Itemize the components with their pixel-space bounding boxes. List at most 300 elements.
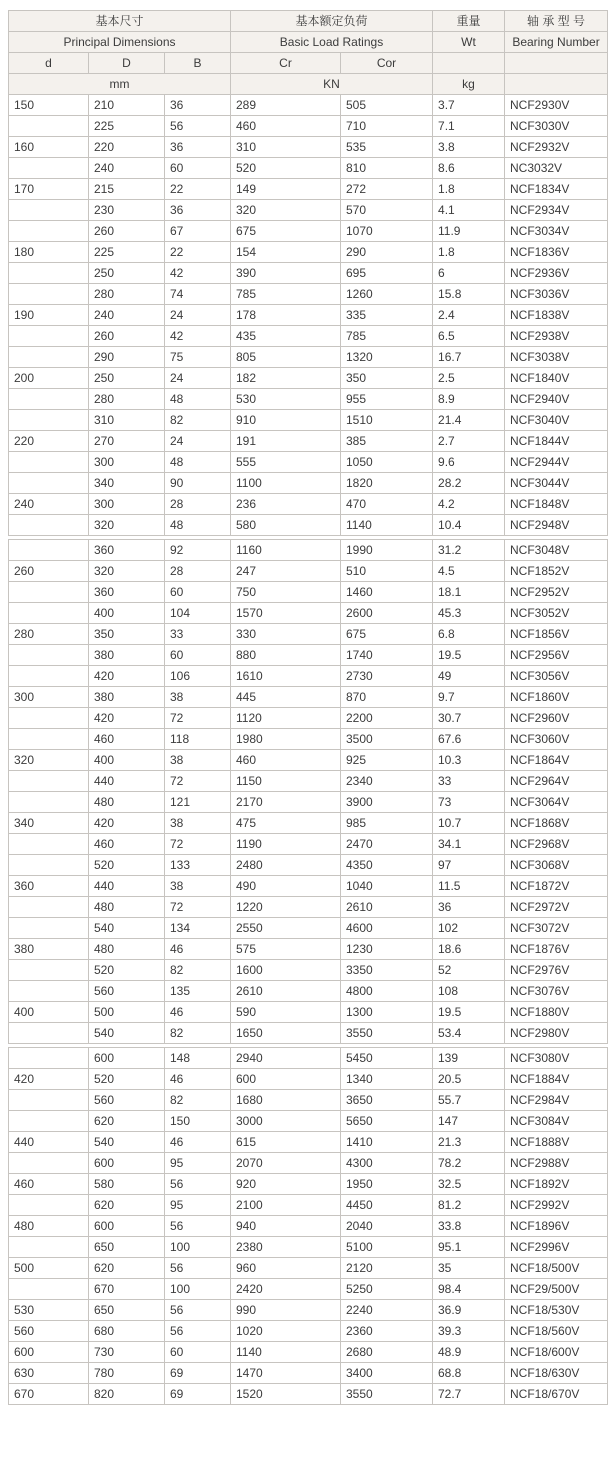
cell-B: 46 (165, 939, 231, 960)
cell-D: 620 (89, 1195, 165, 1216)
cell-B: 28 (165, 561, 231, 582)
cell-D: 225 (89, 242, 165, 263)
cell-bearing: NCF3038V (505, 347, 608, 368)
cell-Wt: 3.8 (433, 137, 505, 158)
cell-Wt: 32.5 (433, 1174, 505, 1195)
cell-Wt: 49 (433, 666, 505, 687)
cell-Cor: 1050 (341, 452, 433, 473)
cell-Cor: 3500 (341, 729, 433, 750)
cell-Cor: 535 (341, 137, 433, 158)
cell-Cr: 940 (231, 1216, 341, 1237)
cell-B: 48 (165, 452, 231, 473)
cell-Cr: 1020 (231, 1321, 341, 1342)
cell-Wt: 21.3 (433, 1132, 505, 1153)
cell-Cr: 580 (231, 515, 341, 536)
table-row (9, 855, 608, 876)
cell-B: 28 (165, 494, 231, 515)
cell-Cr: 1470 (231, 1363, 341, 1384)
cell-d: 150 (9, 95, 89, 116)
cell-D: 340 (89, 473, 165, 494)
cell-Cr: 154 (231, 242, 341, 263)
cell-d: 180 (9, 242, 89, 263)
cell-Cor: 4300 (341, 1153, 433, 1174)
cell-Cr: 2070 (231, 1153, 341, 1174)
cell-B: 150 (165, 1111, 231, 1132)
cell-d (9, 855, 89, 876)
table-row (9, 410, 608, 431)
cell-Cor: 1950 (341, 1174, 433, 1195)
cell-Cr: 530 (231, 389, 341, 410)
cell-D: 600 (89, 1153, 165, 1174)
cell-bearing: NCF1880V (505, 1002, 608, 1023)
cell-bearing: NCF2960V (505, 708, 608, 729)
cell-B: 100 (165, 1237, 231, 1258)
cell-D: 820 (89, 1384, 165, 1405)
cell-Cr: 990 (231, 1300, 341, 1321)
cell-Cor: 4800 (341, 981, 433, 1002)
cell-Wt: 28.2 (433, 473, 505, 494)
cell-B: 60 (165, 1342, 231, 1363)
table-row (9, 771, 608, 792)
cell-Cor: 3650 (341, 1090, 433, 1111)
cell-bearing: NCF2996V (505, 1237, 608, 1258)
cell-bearing: NCF1836V (505, 242, 608, 263)
cell-D: 380 (89, 645, 165, 666)
table-row (9, 1300, 608, 1321)
table-row (9, 1090, 608, 1111)
cell-bearing: NCF3072V (505, 918, 608, 939)
cell-B: 60 (165, 158, 231, 179)
cell-d: 670 (9, 1384, 89, 1405)
cell-bearing: NCF1868V (505, 813, 608, 834)
cell-d: 400 (9, 1002, 89, 1023)
cell-Cr: 2170 (231, 792, 341, 813)
cell-d (9, 729, 89, 750)
cell-Cor: 870 (341, 687, 433, 708)
cell-Cor: 1820 (341, 473, 433, 494)
cell-bearing: NCF3068V (505, 855, 608, 876)
cell-Wt: 1.8 (433, 179, 505, 200)
cell-Wt: 45.3 (433, 603, 505, 624)
cell-bearing: NCF3056V (505, 666, 608, 687)
table-row (9, 708, 608, 729)
cell-D: 250 (89, 368, 165, 389)
table-row (9, 1023, 608, 1044)
cell-D: 400 (89, 750, 165, 771)
cell-Cor: 2680 (341, 1342, 433, 1363)
cell-Cor: 3400 (341, 1363, 433, 1384)
cell-D: 380 (89, 687, 165, 708)
cell-D: 480 (89, 939, 165, 960)
cell-B: 56 (165, 1174, 231, 1195)
cell-Cor: 505 (341, 95, 433, 116)
cell-d: 380 (9, 939, 89, 960)
cell-Cr: 178 (231, 305, 341, 326)
cell-d (9, 347, 89, 368)
cell-Cor: 955 (341, 389, 433, 410)
cell-D: 520 (89, 960, 165, 981)
cell-D: 280 (89, 389, 165, 410)
cell-Cr: 2100 (231, 1195, 341, 1216)
cell-Wt: 11.5 (433, 876, 505, 897)
cell-bearing: NCF2984V (505, 1090, 608, 1111)
cell-bearing: NCF3084V (505, 1111, 608, 1132)
cell-Wt: 53.4 (433, 1023, 505, 1044)
table-row (9, 1111, 608, 1132)
cell-d (9, 540, 89, 561)
cell-Cor: 4350 (341, 855, 433, 876)
cell-d: 480 (9, 1216, 89, 1237)
table-row (9, 876, 608, 897)
table-row (9, 729, 608, 750)
cell-d: 360 (9, 876, 89, 897)
cell-d (9, 960, 89, 981)
cell-Cr: 1520 (231, 1384, 341, 1405)
cell-bearing: NCF1840V (505, 368, 608, 389)
cell-Cr: 320 (231, 200, 341, 221)
cell-bearing: NCF1834V (505, 179, 608, 200)
cell-Wt: 16.7 (433, 347, 505, 368)
cell-Cr: 785 (231, 284, 341, 305)
header-load-ratings-cn: 基本额定负荷 (231, 11, 433, 32)
table-row (9, 1002, 608, 1023)
cell-B: 75 (165, 347, 231, 368)
cell-Cor: 1070 (341, 221, 433, 242)
cell-D: 420 (89, 708, 165, 729)
table-row (9, 137, 608, 158)
cell-d (9, 666, 89, 687)
bearing-table-section-1 (8, 10, 608, 536)
header-row-english (9, 32, 608, 53)
table-row (9, 813, 608, 834)
table-row (9, 750, 608, 771)
cell-B: 38 (165, 813, 231, 834)
cell-Wt: 67.6 (433, 729, 505, 750)
cell-d (9, 1237, 89, 1258)
bearing-table-section-3 (8, 1047, 608, 1405)
cell-d: 320 (9, 750, 89, 771)
cell-D: 240 (89, 305, 165, 326)
cell-bearing: NCF1876V (505, 939, 608, 960)
cell-B: 36 (165, 200, 231, 221)
cell-Wt: 15.8 (433, 284, 505, 305)
cell-d (9, 792, 89, 813)
cell-Wt: 48.9 (433, 1342, 505, 1363)
cell-bearing: NCF3052V (505, 603, 608, 624)
cell-D: 220 (89, 137, 165, 158)
cell-Cr: 3000 (231, 1111, 341, 1132)
cell-Cr: 182 (231, 368, 341, 389)
cell-D: 670 (89, 1279, 165, 1300)
table-row (9, 1132, 608, 1153)
table-row (9, 1237, 608, 1258)
cell-B: 92 (165, 540, 231, 561)
cell-Cr: 880 (231, 645, 341, 666)
cell-Cr: 289 (231, 95, 341, 116)
cell-D: 360 (89, 582, 165, 603)
cell-Cor: 810 (341, 158, 433, 179)
cell-d: 420 (9, 1069, 89, 1090)
cell-B: 33 (165, 624, 231, 645)
cell-Cr: 590 (231, 1002, 341, 1023)
cell-D: 540 (89, 918, 165, 939)
cell-B: 56 (165, 1300, 231, 1321)
cell-d (9, 389, 89, 410)
cell-bearing: NCF3080V (505, 1048, 608, 1069)
cell-B: 106 (165, 666, 231, 687)
cell-d (9, 263, 89, 284)
cell-B: 46 (165, 1002, 231, 1023)
cell-Wt: 21.4 (433, 410, 505, 431)
cell-bearing: NC3032V (505, 158, 608, 179)
cell-Wt: 68.8 (433, 1363, 505, 1384)
cell-Cr: 1190 (231, 834, 341, 855)
cell-Wt: 52 (433, 960, 505, 981)
cell-bearing: NCF18/560V (505, 1321, 608, 1342)
cell-Wt: 4.5 (433, 561, 505, 582)
cell-Cor: 1230 (341, 939, 433, 960)
cell-bearing: NCF1838V (505, 305, 608, 326)
cell-B: 82 (165, 410, 231, 431)
cell-Wt: 6 (433, 263, 505, 284)
cell-Wt: 39.3 (433, 1321, 505, 1342)
cell-bearing: NCF1896V (505, 1216, 608, 1237)
cell-D: 215 (89, 179, 165, 200)
cell-Cor: 2600 (341, 603, 433, 624)
cell-d (9, 582, 89, 603)
cell-D: 520 (89, 1069, 165, 1090)
table-row (9, 347, 608, 368)
header-col-B: B (165, 53, 231, 74)
cell-Cor: 1340 (341, 1069, 433, 1090)
cell-B: 24 (165, 431, 231, 452)
cell-Wt: 6.5 (433, 326, 505, 347)
cell-Cr: 1570 (231, 603, 341, 624)
cell-Wt: 2.4 (433, 305, 505, 326)
cell-d: 260 (9, 561, 89, 582)
header-weight-cn: 重量 (433, 11, 505, 32)
cell-D: 260 (89, 326, 165, 347)
cell-D: 730 (89, 1342, 165, 1363)
cell-Cr: 2940 (231, 1048, 341, 1069)
cell-Cr: 1610 (231, 666, 341, 687)
cell-d (9, 771, 89, 792)
cell-d (9, 603, 89, 624)
cell-bearing: NCF18/530V (505, 1300, 608, 1321)
cell-d: 280 (9, 624, 89, 645)
cell-Cor: 3550 (341, 1384, 433, 1405)
cell-D: 440 (89, 876, 165, 897)
cell-B: 118 (165, 729, 231, 750)
cell-B: 67 (165, 221, 231, 242)
cell-D: 270 (89, 431, 165, 452)
cell-D: 620 (89, 1111, 165, 1132)
cell-d (9, 1279, 89, 1300)
cell-Cor: 2360 (341, 1321, 433, 1342)
cell-D: 260 (89, 221, 165, 242)
table-row (9, 368, 608, 389)
cell-Cr: 910 (231, 410, 341, 431)
table-row (9, 960, 608, 981)
table-row (9, 305, 608, 326)
cell-bearing: NCF2940V (505, 389, 608, 410)
cell-Wt: 9.7 (433, 687, 505, 708)
table-row (9, 1342, 608, 1363)
cell-d: 530 (9, 1300, 89, 1321)
table-row (9, 1321, 608, 1342)
cell-Cor: 2730 (341, 666, 433, 687)
table-row (9, 1258, 608, 1279)
cell-d (9, 221, 89, 242)
cell-Wt: 8.9 (433, 389, 505, 410)
cell-D: 225 (89, 116, 165, 137)
cell-Cor: 785 (341, 326, 433, 347)
cell-Cor: 3900 (341, 792, 433, 813)
cell-Cor: 4450 (341, 1195, 433, 1216)
table-row (9, 1069, 608, 1090)
cell-d (9, 897, 89, 918)
cell-Cor: 1140 (341, 515, 433, 536)
cell-Wt: 10.4 (433, 515, 505, 536)
cell-D: 460 (89, 729, 165, 750)
header-row-columns (9, 53, 608, 74)
cell-Cr: 920 (231, 1174, 341, 1195)
table-row (9, 389, 608, 410)
cell-Cor: 5250 (341, 1279, 433, 1300)
cell-Wt: 36.9 (433, 1300, 505, 1321)
cell-bearing: NCF3064V (505, 792, 608, 813)
cell-B: 74 (165, 284, 231, 305)
cell-D: 320 (89, 515, 165, 536)
table-row (9, 624, 608, 645)
table-row (9, 1048, 608, 1069)
cell-bearing: NCF1844V (505, 431, 608, 452)
cell-d (9, 116, 89, 137)
cell-bearing: NCF1864V (505, 750, 608, 771)
table-row (9, 221, 608, 242)
cell-D: 500 (89, 1002, 165, 1023)
header-col-D: D (89, 53, 165, 74)
cell-d (9, 284, 89, 305)
cell-Wt: 147 (433, 1111, 505, 1132)
cell-D: 350 (89, 624, 165, 645)
cell-Cr: 520 (231, 158, 341, 179)
cell-Cor: 2470 (341, 834, 433, 855)
cell-B: 72 (165, 771, 231, 792)
cell-Cor: 3350 (341, 960, 433, 981)
cell-B: 148 (165, 1048, 231, 1069)
cell-d (9, 158, 89, 179)
cell-Cor: 2610 (341, 897, 433, 918)
cell-B: 69 (165, 1384, 231, 1405)
cell-bearing: NCF2932V (505, 137, 608, 158)
cell-B: 56 (165, 1216, 231, 1237)
cell-bearing: NCF2976V (505, 960, 608, 981)
cell-Cor: 470 (341, 494, 433, 515)
cell-d (9, 1023, 89, 1044)
cell-B: 46 (165, 1132, 231, 1153)
cell-d (9, 645, 89, 666)
cell-B: 69 (165, 1363, 231, 1384)
table-row (9, 452, 608, 473)
cell-B: 42 (165, 263, 231, 284)
cell-D: 320 (89, 561, 165, 582)
cell-Cor: 2200 (341, 708, 433, 729)
cell-D: 540 (89, 1132, 165, 1153)
table-row (9, 1195, 608, 1216)
cell-bearing: NCF2968V (505, 834, 608, 855)
table-row (9, 1153, 608, 1174)
table-row (9, 981, 608, 1002)
cell-bearing: NCF2952V (505, 582, 608, 603)
cell-Wt: 19.5 (433, 1002, 505, 1023)
table-row (9, 494, 608, 515)
cell-Cr: 575 (231, 939, 341, 960)
cell-d (9, 1195, 89, 1216)
cell-D: 780 (89, 1363, 165, 1384)
cell-Cor: 1300 (341, 1002, 433, 1023)
table-row (9, 666, 608, 687)
cell-D: 600 (89, 1216, 165, 1237)
header-dimensions-cn: 基本尺寸 (9, 11, 231, 32)
header-bearing-number-en: Bearing Number (505, 32, 608, 53)
table-row (9, 179, 608, 200)
cell-Wt: 36 (433, 897, 505, 918)
cell-Cor: 1320 (341, 347, 433, 368)
cell-Cr: 1140 (231, 1342, 341, 1363)
cell-Cr: 805 (231, 347, 341, 368)
cell-D: 650 (89, 1300, 165, 1321)
cell-d: 630 (9, 1363, 89, 1384)
cell-bearing: NCF29/500V (505, 1279, 608, 1300)
cell-Wt: 95.1 (433, 1237, 505, 1258)
header-unit-kg: kg (433, 74, 505, 95)
cell-Wt: 4.2 (433, 494, 505, 515)
cell-d: 560 (9, 1321, 89, 1342)
cell-Wt: 33.8 (433, 1216, 505, 1237)
cell-D: 250 (89, 263, 165, 284)
cell-bearing: NCF3034V (505, 221, 608, 242)
bearing-table-header (9, 11, 608, 95)
cell-bearing: NCF2930V (505, 95, 608, 116)
cell-bearing: NCF2956V (505, 645, 608, 666)
cell-B: 22 (165, 179, 231, 200)
table-row (9, 561, 608, 582)
cell-Cr: 1220 (231, 897, 341, 918)
cell-B: 60 (165, 645, 231, 666)
cell-B: 82 (165, 960, 231, 981)
cell-Wt: 3.7 (433, 95, 505, 116)
cell-B: 60 (165, 582, 231, 603)
cell-B: 48 (165, 389, 231, 410)
cell-bearing: NCF2980V (505, 1023, 608, 1044)
header-unit-mm: mm (9, 74, 231, 95)
cell-Cr: 1600 (231, 960, 341, 981)
cell-Cr: 1980 (231, 729, 341, 750)
table-row (9, 687, 608, 708)
table-row (9, 326, 608, 347)
cell-bearing: NCF1852V (505, 561, 608, 582)
cell-D: 280 (89, 284, 165, 305)
cell-Cor: 2120 (341, 1258, 433, 1279)
cell-Cr: 2550 (231, 918, 341, 939)
cell-D: 480 (89, 897, 165, 918)
cell-Cr: 390 (231, 263, 341, 284)
cell-d (9, 1048, 89, 1069)
cell-Cr: 475 (231, 813, 341, 834)
cell-Cr: 2610 (231, 981, 341, 1002)
cell-Cor: 1040 (341, 876, 433, 897)
